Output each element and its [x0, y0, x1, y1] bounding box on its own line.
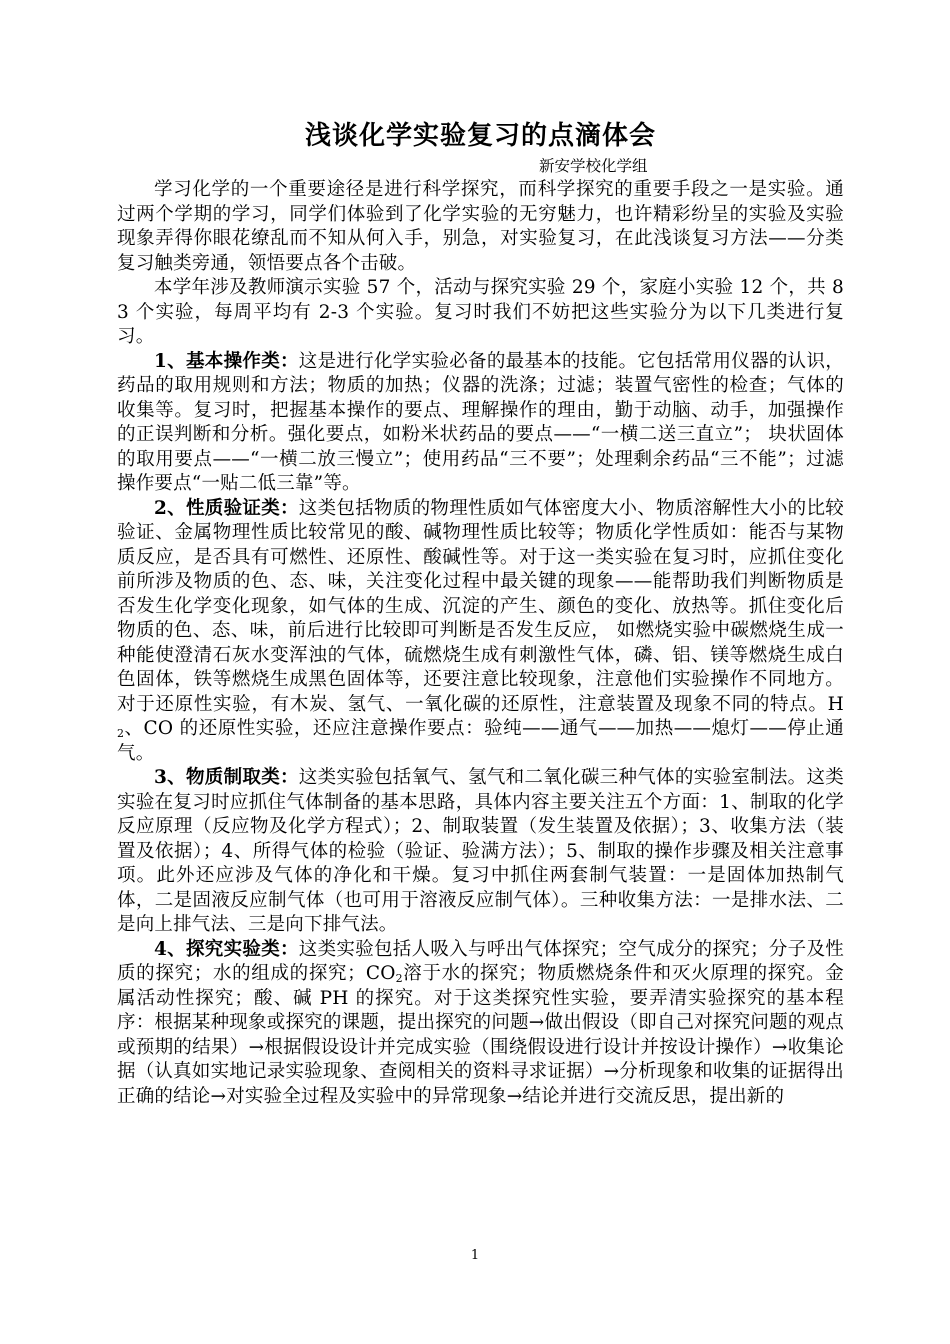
inquiry-experiments-text-end: 溶于水的探究；物质燃烧条件和灭火原理的探究。金属活动性探究；酸、碱 PH 的探究。对于这类探究性实验，要弄清实验探究的基本程序：根据某种现象或探究的课题，提出探究的问题→做出假设（即自己对探究问题的观点或预期的结果）→根据假设设计并完成实验（围绕假设进行设计并按设计操作）→收集论据（认真如实地记录实验现象、查阅相关的资料寻求证据）→分析现象和收集的证据得出正确的结论→对实验全过程及实验中的异常现象→结论并进行交流反思，提出新的: [117, 963, 844, 1107]
inquiry-experiments-paragraph: [117, 938, 844, 1110]
gas-preparation-paragraph: [117, 766, 844, 938]
co2-subscript: 2: [395, 972, 403, 985]
property-verification-paragraph: [117, 497, 844, 767]
property-verification-heading: 2、性质验证类：: [154, 497, 299, 519]
document-page: [117, 118, 844, 1109]
basic-operations-text: 这是进行化学实验必备的最基本的技能。它包括常用仪器的认识，药品的取用规则和方法；物质的加热；仪器的洗涤；过滤；装置气密性的检查；气体的收集等。复习时，把握基本操作的要点、理解操作的理由，勤于动脑、动手，加强操作的正误判断和分析。强化要点，如粉米状药品的要点——“一横二送三直立”； 块状固体的取用要点——“一横二放三慢立”；使用药品“三不要”；处理剩余药品“三不能”；过滤操作要点“一贴二低三靠”等。: [117, 350, 844, 494]
inquiry-experiments-text: 这类实验包括人吸入与呼出气体探究；空气成分的探究；分子及性质的探究；水的组成的探究；CO: [117, 938, 844, 984]
document-author: 新安学校化学组: [539, 157, 648, 175]
document-title: 浅谈化学实验复习的点滴体会: [304, 121, 656, 151]
intro-paragraph: 学习化学的一个重要途径是进行科学探究，而科学探究的重要手段之一是实验。通过两个学期的学习，同学们体验到了化学实验的无穷魅力，也许精彩纷呈的实验及实验现象弄得你眼花缭乱而不知从何入手，别急，对实验复习，在此浅谈复习方法——分类复习触类旁通，领悟要点各个击破。: [117, 179, 844, 274]
gas-preparation-heading: 3、物质制取类：: [154, 767, 299, 788]
page-number: 1: [470, 1248, 480, 1263]
inquiry-experiments-heading: 4、探究实验类：: [154, 938, 299, 960]
property-verification-text-end: 、CO 的还原性实验，还应注意操作要点：验纯——通气——加热——熄灯——停止通气。: [117, 718, 844, 764]
overview-paragraph: 本学年涉及教师演示实验 57 个，活动与探究实验 29 个，家庭小实验 12 个，共 83 个实验，每周平均有 2-3 个实验。复习时我们不妨把这些实验分为以下几类进行复习。: [117, 277, 844, 347]
h2-subscript: 2: [117, 727, 125, 740]
basic-operations-heading: 1、基本操作类：: [154, 350, 299, 372]
basic-operations-paragraph: [117, 350, 844, 497]
gas-preparation-text: 这类实验包括氧气、氢气和二氧化碳三种气体的实验室制法。这类实验在复习时应抓住气体制备的基本思路，具体内容主要关注五个方面：1、制取的化学反应原理（反应物及化学方程式）；2、制取装置（发生装置及依据）；3、收集方法（装置及依据）；4、所得气体的检验（验证、验满方法）；5、制取的操作步骤及相关注意事项。此外还应涉及气体的净化和干燥。复习中抓住两套制气装置：一是固体加热制气体，二是固液反应制气体（也可用于溶液反应制气体）。三种收集方法：一是排水法、二是向上排气法、三是向下排气法。: [117, 767, 844, 935]
property-verification-text: 这类包括物质的物理性质如气体密度大小、物质溶解性大小的比较验证、金属物理性质比较常见的酸、碱物理性质比较等；物质化学性质如：能否与某物质反应，是否具有可燃性、还原性、酸碱性等。对于这一类实验在复习时，应抓住变化前所涉及物质的色、态、味，关注变化过程中最关键的现象——能帮助我们判断物质是否发生化学变化现象，如气体的生成、沉淀的产生、颜色的变化、放热等。抓住变化后物质的色、态、味，前后进行比较即可判断是否发生反应， 如燃烧实验中碳燃烧生成一种能使澄清石灰水变浑浊的气体，硫燃烧生成有刺激性气体，磷、铝、镁等燃烧生成白色固体，铁等燃烧生成黑色固体等，还要注意比较现象，注意他们实验操作不同地方。对于还原性实验，有木炭、氢气、一氧化碳的还原性，注意装置及现象不同的特点。H: [117, 497, 844, 715]
